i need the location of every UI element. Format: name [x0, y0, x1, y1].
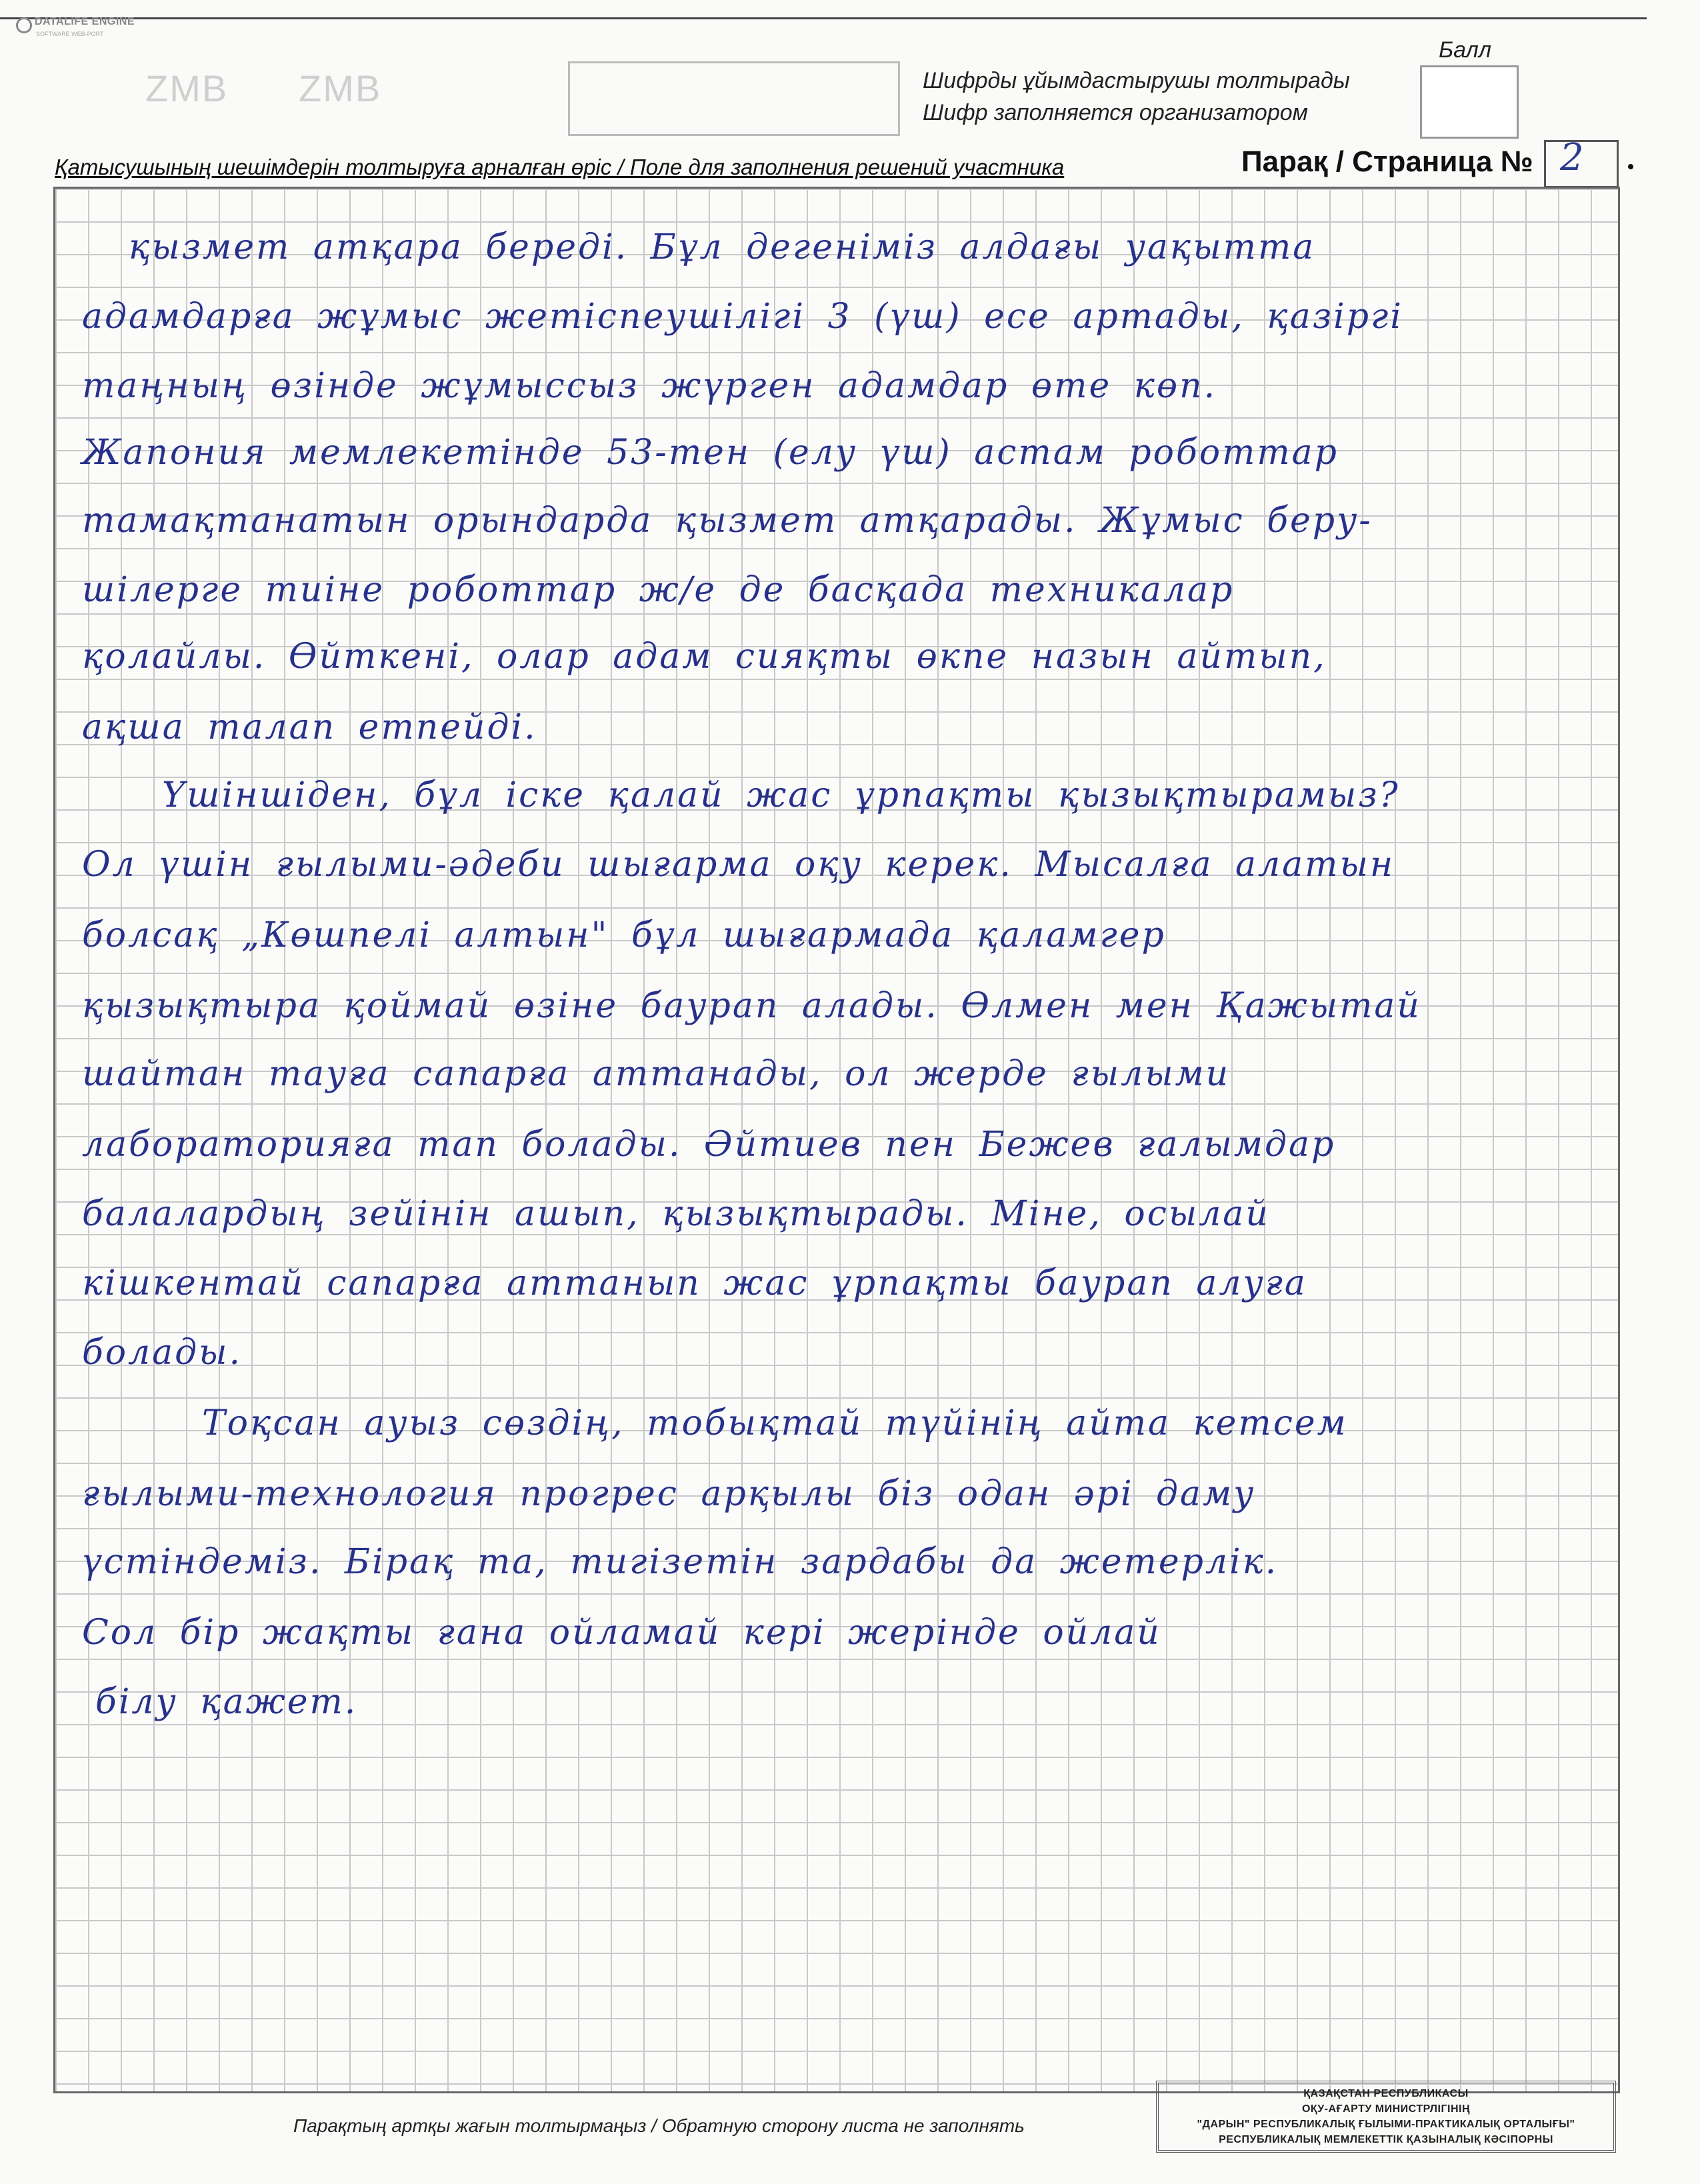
cipher-box[interactable]	[568, 61, 900, 136]
handwriting-line: шайтан тауға сапарға аттанады, ол жерде ғылыми	[82, 1054, 1231, 1094]
footer-note: Парақтың артқы жағын толтырмаңыз / Обратную сторону листа не заполнять	[293, 2115, 1025, 2136]
page-label: Парақ / Страница №	[1241, 145, 1533, 178]
handwriting-line: қолайлы. Өйткені, олар адам сияқты өкпе назын айтып,	[82, 637, 1327, 677]
handwriting-line: қызмет атқара береді. Бұл дегеніміз алдағы уақытта	[129, 227, 1316, 267]
handwriting-line: шілерге тиіне роботтар ж/е де басқада техникалар	[82, 570, 1235, 610]
handwriting-line: үстіндеміз. Бірақ та, тигізетін зардабы да жетерлік.	[82, 1542, 1279, 1582]
answer-field-title: Қатысушының шешімдерін толтыруға арналған өріс / Поле для заполнения решений участника	[55, 155, 1065, 179]
answer-grid[interactable]	[53, 187, 1620, 2093]
handwriting-line: Үшіншіден, бұл іске қалай жас ұрпақты қызықтырамыз?	[162, 775, 1400, 815]
handwriting-line: ақша талап етпейді.	[82, 707, 537, 747]
eye-icon	[16, 17, 32, 33]
handwriting-line: Сол бір жақты ғана ойламай кері жерінде ойлай	[82, 1613, 1161, 1653]
stamp-line: ОҚУ-АҒАРТУ МИНИСТРЛІГІНІҢ	[1301, 2103, 1471, 2115]
stamp-line: РЕСПУБЛИКАЛЫҚ МЕМЛЕКЕТТІК ҚАЗЫНАЛЫҚ КӘСІПОРНЫ	[1219, 2134, 1553, 2145]
score-box[interactable]	[1420, 65, 1519, 139]
handwriting-line: ғылыми-технология прогрес арқылы біз одан әрі даму	[82, 1474, 1256, 1514]
top-border-rule	[0, 0, 1647, 19]
handwriting-line: балалардың зейінін ашып, қызықтырады. Міне, осылай	[82, 1194, 1270, 1234]
watermark-logo	[16, 15, 135, 41]
handwriting-line: кішкентай сапарға аттанып жас ұрпақты баурап алуға	[82, 1263, 1307, 1303]
score-label: Балл	[1439, 37, 1492, 63]
handwriting-line: Жапония мемлекетінде 53-тен (елу үш) астам роботтар	[82, 433, 1339, 473]
handwriting-line: лабораторияға тап болады. Әйтиев пен Бежев ғалымдар	[82, 1125, 1336, 1165]
handwriting-line: адамдарға жұмыс жетіспеушілігі 3 (үш) есе артады, қазіргі	[82, 297, 1403, 337]
handwriting-line: болады.	[82, 1333, 242, 1373]
page-number: 2	[1560, 136, 1584, 179]
handwriting-line: Ол үшін ғылыми-әдеби шығарма оқу керек. Мысалға алатын	[82, 845, 1395, 885]
watermark-brand: DATALIFE ENGINE	[35, 16, 135, 27]
organizer-note-ru: Шифр заполняется организатором	[923, 100, 1308, 125]
handwriting-line: таңның өзінде жұмыссыз жүрген адамдар өте көп.	[82, 366, 1217, 406]
handwriting-line: болсақ „Көшпелі алтын" бұл шығармада қаламгер	[82, 915, 1166, 955]
stamp-line: "ДАРЫН" РЕСПУБЛИКАЛЫҚ ҒЫЛЫМИ-ПРАКТИКАЛЫҚ ОРТАЛЫҒЫ"	[1197, 2119, 1575, 2130]
watermark-subtitle: SOFTWARE WEB-PORT	[36, 31, 104, 37]
stamp-line: ҚАЗАҚСТАН РЕСПУБЛИКАСЫ	[1303, 2088, 1469, 2099]
handwriting-line: Тоқсан ауыз сөздің, тобықтай түйінің айта кетсем	[202, 1403, 1348, 1443]
handwriting-line: қызықтыра қоймай өзіне баурап алады. Өлмен мен Қажытай	[82, 986, 1421, 1026]
page-dot	[1628, 164, 1633, 169]
code-mark: ZMB	[299, 67, 382, 109]
code-mark: ZMB	[145, 67, 229, 109]
handwriting-line: білу қажет.	[95, 1682, 358, 1722]
organization-stamp	[1156, 2081, 1616, 2153]
organizer-note-kz: Шифрды ұйымдастырушы толтырады	[923, 68, 1350, 93]
handwriting-line: тамақтанатын орындарда қызмет атқарады. Жұмыс беру-	[82, 501, 1373, 541]
